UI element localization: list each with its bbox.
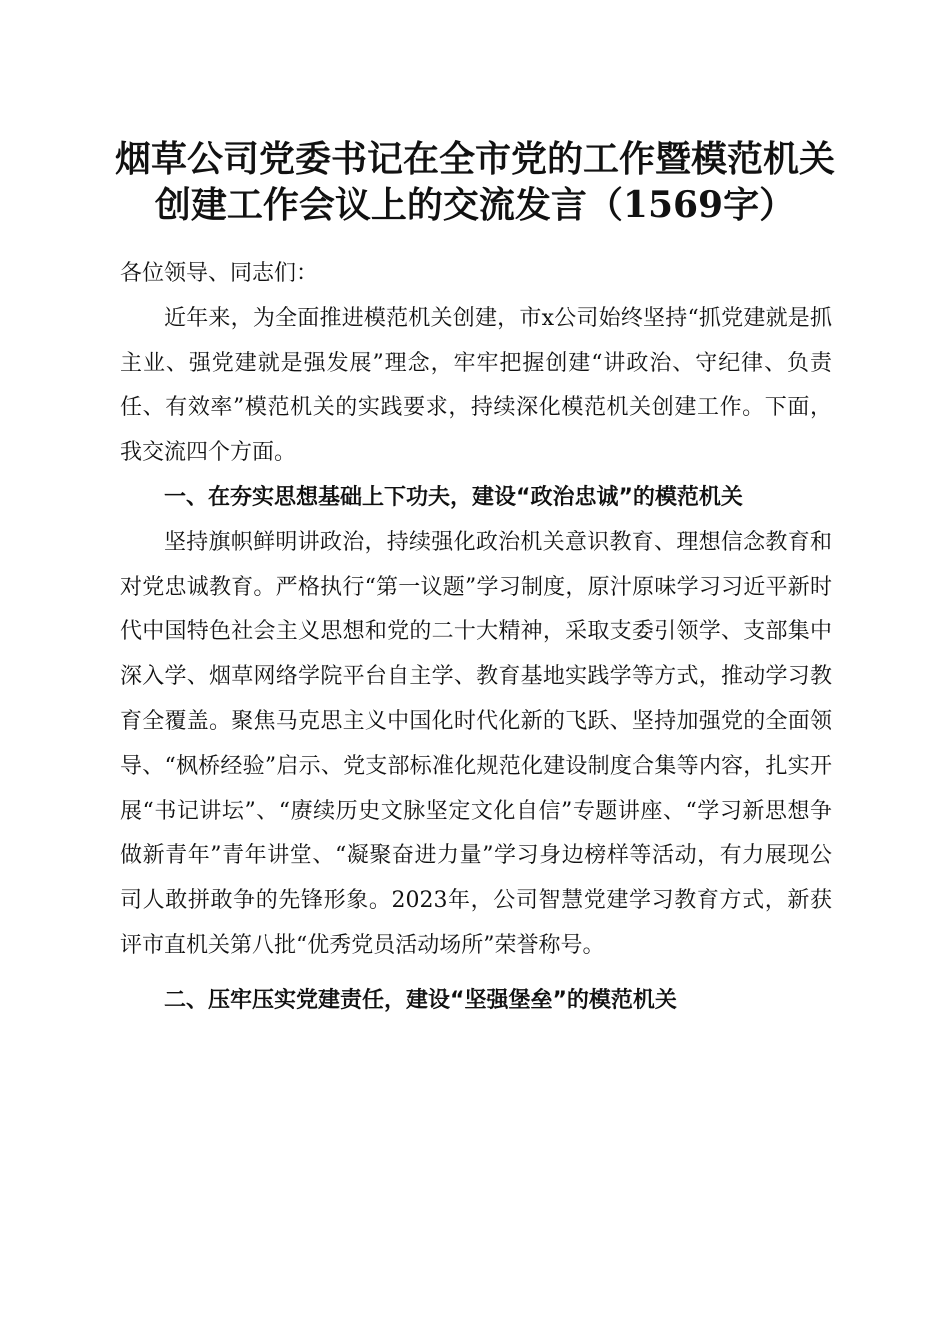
section-paragraph-1: 坚持旗帜鲜明讲政治，持续强化政治机关意识教育、理想信念教育和对党忠诚教育。严格执行“第一议题”学习制度，原汁原味学习习近平新时代中国特色社会主义思想和党的二十大精神，采取支委引领学、支部集中深入学、烟草网络学院平台自主学、教育基地实践学等方式，推动学习教育全覆盖。聚焦马克思主义中国化时代化新的飞跃、坚持加强党的全面领导、“枫桥经验”启示、党支部标准化规范化建设制度合集等内容，扎实开展“书记讲坛”、“赓续历史文脉坚定文化自信”专题讲座、“学习新思想争做新青年”青年讲堂、“凝聚奋进力量”学习身边榜样等活动，有力展现公司人敢拼敢争的先锋形象。2023年，公司智慧党建学习教育方式，新获评市直机关第八批“优秀党员活动场所”荣誉称号。 xyxy=(120,529,832,958)
section-heading-1: 一、在夯实思想基础上下功夫，建设“政治忠诚”的模范机关 xyxy=(164,484,743,510)
title-line-1: 烟草公司党委书记在全市党的工作暨模范机关 xyxy=(114,138,835,180)
document-title xyxy=(100,136,850,228)
intro-paragraph: 近年来，为全面推进模范机关创建，市x公司始终坚持“抓党建就是抓主业、强党建就是强发展”理念，牢牢把握创建“讲政治、守纪律、负责任、有效率”模范机关的实践要求，持续深化模范机关创建工作。下面，我交流四个方面。 xyxy=(120,305,832,466)
salutation: 各位领导、同志们： xyxy=(120,261,319,286)
section-heading-2: 二、压牢压实党建责任，建设“坚强堡垒”的模范机关 xyxy=(164,987,677,1013)
document-body xyxy=(120,252,832,1024)
title-line-2: 创建工作会议上的交流发言（1569字） xyxy=(154,184,796,226)
